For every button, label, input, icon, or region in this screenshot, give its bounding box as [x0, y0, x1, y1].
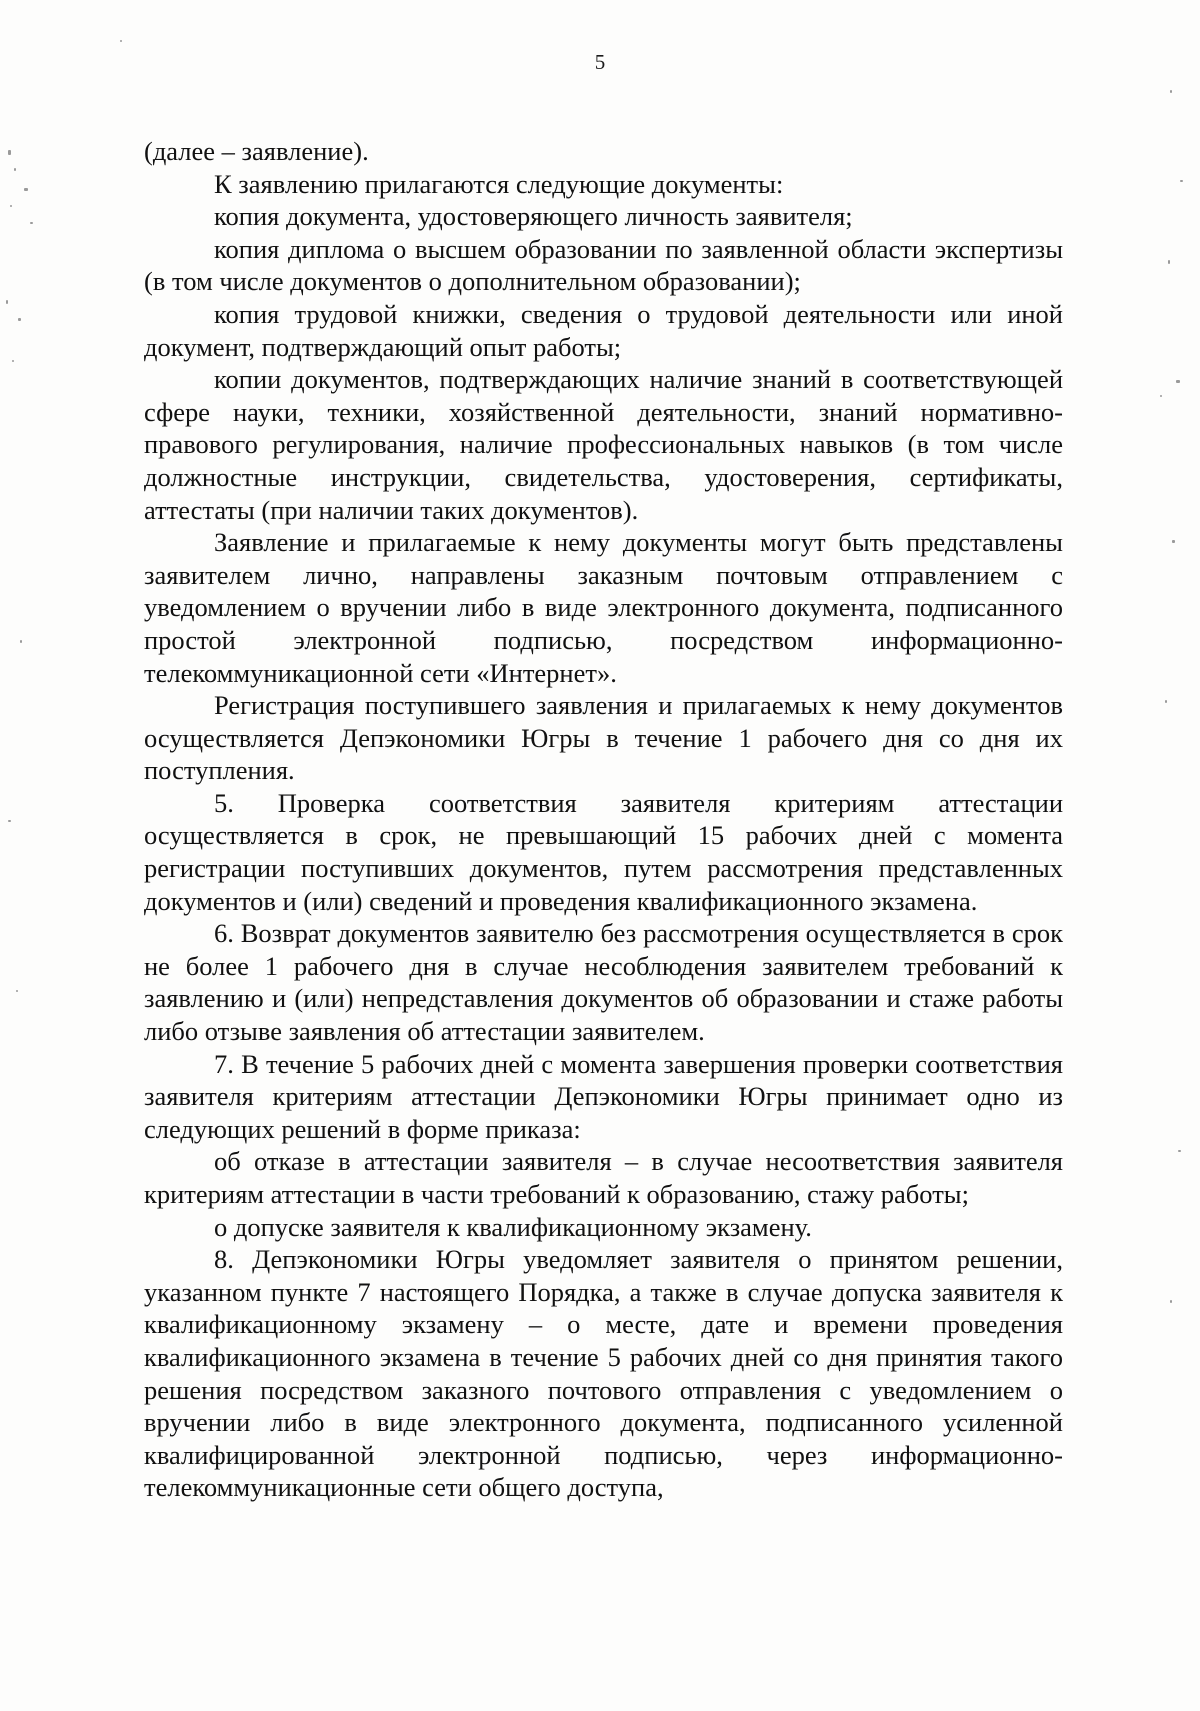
paragraph-section-6: 6. Возврат документов заявителю без рассмотрения осуществляется в срок не более 1 рабочего дня в случае несоблюдения заявителем требований к заявлению и (или) непредставления документов об образовании и стаже работы либо отзыве заявления об аттестации заявителем.	[144, 918, 1063, 1047]
paragraph-registration: Регистрация поступившего заявления и прилагаемых к нему документов осуществляется Депэкономики Югры в течение 1 рабочего дня со дня их поступления.	[144, 690, 1063, 786]
paragraph-continuation: (далее – заявление).	[144, 136, 369, 166]
paragraph-item-employment-record: копия трудовой книжки, сведения о трудовой деятельности или иной документ, подтверждающий опыт работы;	[144, 298, 1063, 362]
paragraph-item-diploma-copy: копия диплома о высшем образовании по заявленной области экспертизы (в том числе документов о дополнительном образовании);	[144, 233, 1063, 297]
paragraph-item-knowledge-documents: копии документов, подтверждающих наличие знаний в соответствующей сфере науки, техники, хозяйственной деятельности, знаний нормативно-правового регулирования, наличие профессиональных навыков (в том числе должностные инструкции, свидетельства, удостоверения, сертификаты, аттестаты (при наличии таких документов).	[144, 364, 1063, 525]
paragraph-section-8: 8. Депэкономики Югры уведомляет заявителя о принятом решении, указанном пункте 7 настоящего Порядка, а также в случае допуска заявителя к квалификационному экзамену – о месте, дате и времени проведения квалификационного экзамена в течение 5 рабочих дней со дня принятия такого решения посредством заказного почтового отправления с уведомлением о вручении либо в виде электронного документа, подписанного усиленной квалифицированной электронной подписью, через информационно-телекоммуникационные сети общего доступа,	[144, 1244, 1063, 1503]
paragraph-section-5: 5. Проверка соответствия заявителя критериям аттестации осуществляется в срок, не превышающий 15 рабочих дней с момента регистрации поступивших документов, путем рассмотрения представленных документов и (или) сведений и проведения квалификационного экзамена.	[144, 787, 1063, 916]
paragraph-item-identity-copy: копия документа, удостоверяющего личность заявителя;	[214, 201, 853, 232]
paragraph-attachments-intro: К заявлению прилагаются следующие документы:	[214, 168, 784, 199]
paragraph-submission-methods: Заявление и прилагаемые к нему документы могут быть представлены заявителем лично, направлены заказным почтовым отправлением с уведомлением о вручении либо в виде электронного документа, подписанного простой электронной подписью, посредством информационно-телекоммуникационной сети «Интернет».	[144, 527, 1063, 688]
page-number: 5	[594, 50, 606, 74]
document-body	[144, 135, 1063, 1504]
paragraph-section-7: 7. В течение 5 рабочих дней с момента завершения проверки соответствия заявителя критериям аттестации Депэкономики Югры принимает одно из следующих решений в форме приказа:	[144, 1048, 1063, 1144]
paragraph-decision-admission: о допуске заявителя к квалификационному экзамену.	[214, 1211, 812, 1242]
paragraph-decision-refusal: об отказе в аттестации заявителя – в случае несоответствия заявителя критериям аттестации в части требований к образованию, стажу работы;	[144, 1146, 1063, 1209]
